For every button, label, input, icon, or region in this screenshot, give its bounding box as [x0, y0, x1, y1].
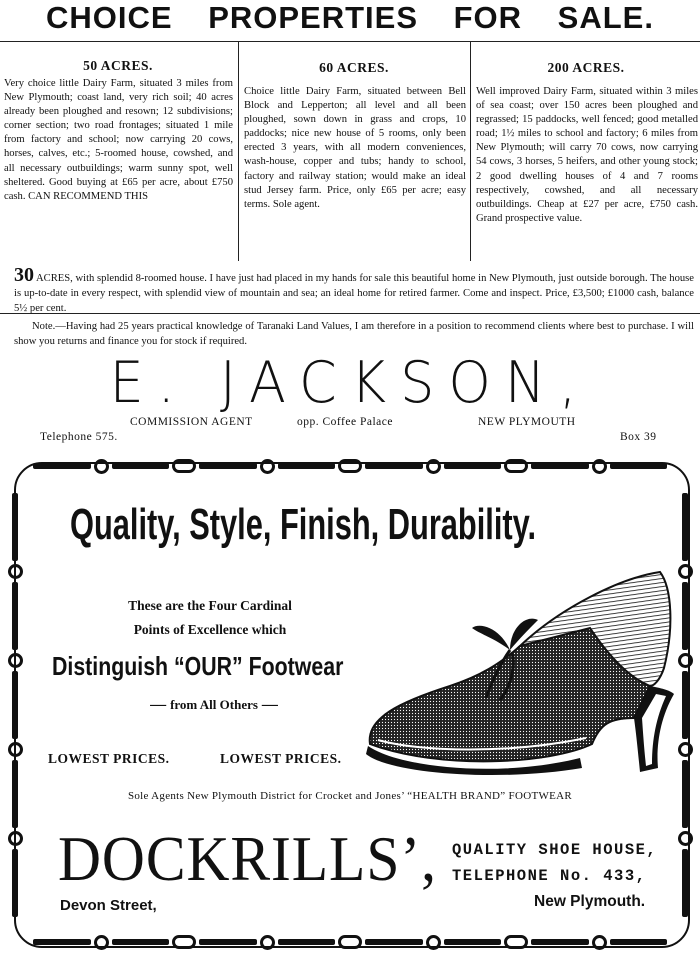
column-divider-2 — [470, 41, 471, 261]
store-street: Devon Street, — [60, 897, 157, 914]
rule-mid — [0, 313, 700, 314]
listing-2-heading: 60 ACRES. — [319, 60, 389, 75]
store-name: DOCKRILLS’, — [58, 823, 437, 894]
listing-1-heading: 50 ACRES. — [83, 58, 153, 73]
listing-1-body: Very choice little Dairy Farm, situated 3 miles from New Plymouth; coast land, very rich soil; 40 acres already been ploughed and resown; 12 subdivisions; corner section; two road frontages; situated 1 mile from factory and school; now carrying 20 cows, horses, calves, etc.; 5-roomed house, cowshed, and all necessary outbuildings; warm sunny spot, well sheltered. Good buying at £65 per acre, about £750 cash. CAN RECOMMEND THIS — [4, 78, 233, 202]
agent-note: Note.—Having had 25 years practical knowledge of Taranaki Land Values, I am therefore in a position to recommend clients where best to purchase. I will show you returns and finance you for stock if required. — [14, 321, 694, 347]
listing-30-number: 30 — [14, 264, 34, 286]
listing-3-heading: 200 ACRES. — [547, 60, 625, 75]
sole-agents: Sole Agents New Plymouth District for Crocket and Jones’ “HEALTH BRAND” FOOTWEAR — [127, 790, 573, 802]
listing-30-text: ACRES, with splendid 8-roomed house. I have just had placed in my hands for sale this beautiful home in New Plymouth, just outside borough. The house is up-to-date in every respect, with splendid view of mountain and sea; an ideal home for retired farmer. Come and inspect. Price, £3,500; £1000 cash, balance 5½ per cent. — [14, 273, 694, 314]
agent-town: NEW PLYMOUTH — [478, 416, 576, 428]
chain-border-right — [678, 490, 692, 920]
rule-top — [0, 41, 700, 42]
agent-location: opp. Coffee Palace — [297, 416, 393, 428]
shoe-telephone: TELEPHONE No. 433, — [452, 867, 647, 885]
agent-telephone: Telephone 575. — [40, 431, 118, 443]
from-all-text: from All Others — [170, 697, 258, 712]
from-all-line: — from All Others — — [150, 696, 278, 713]
listing-2-body: Choice little Dairy Farm, situated between Bell Block and Lepperton; all level and all been ploughed, sown down in grass and crops, 10 paddocks; nice new house of 5 rooms, only been erected 3 years, with all modern conveniences, wash-house, copper and tubs; handy to school, factory and railway station; would make an ideal stud Jersey farm. Price, only £65 per acre; easy terms. Sole agent. — [244, 86, 466, 210]
agent-name: E. JACKSON, — [109, 349, 591, 416]
chain-border-top — [30, 459, 670, 473]
lowest-prices-1: LOWEST PRICES. — [48, 751, 170, 766]
chain-border-bottom — [30, 935, 670, 949]
cardinal-line-2: Points of Excellence which — [133, 622, 287, 637]
agent-box: Box 39 — [620, 431, 657, 443]
column-divider-1 — [238, 41, 239, 261]
lowest-prices-2: LOWEST PRICES. — [220, 751, 342, 766]
footwear-slogan: Quality, Style, Finish, Durability. — [70, 500, 537, 549]
headline: CHOICE PROPERTIES FOR SALE. — [46, 0, 654, 35]
shoe-icon — [360, 568, 678, 780]
shoe-town: New Plymouth. — [534, 893, 646, 910]
listing-30-acres — [14, 264, 694, 316]
quality-shoe-house: QUALITY SHOE HOUSE, — [452, 841, 658, 859]
agent-title: COMMISSION AGENT — [130, 416, 253, 428]
cardinal-line-1: These are the Four Cardinal — [128, 598, 292, 613]
chain-border-left — [8, 490, 22, 920]
listing-3-body: Well improved Dairy Farm, situated within 3 miles of sea coast; over 150 acres been ploughed and regrassed; 15 paddocks, well fenced; good metalled road; 1½ miles to school and factory; 6 miles from New Plymouth; will carry 70 cows, now carrying 54 cows, 3 horses, 5 heifers, and other young stock; 2 good dwelling houses of 4 and 7 rooms respectively, cowshed, and all necessary outbuildings. Cheap at £27 per acre, £750 cash. Grand prospective value. — [476, 86, 698, 224]
distinguish-line: Distinguish “OUR” Footwear — [52, 651, 344, 681]
